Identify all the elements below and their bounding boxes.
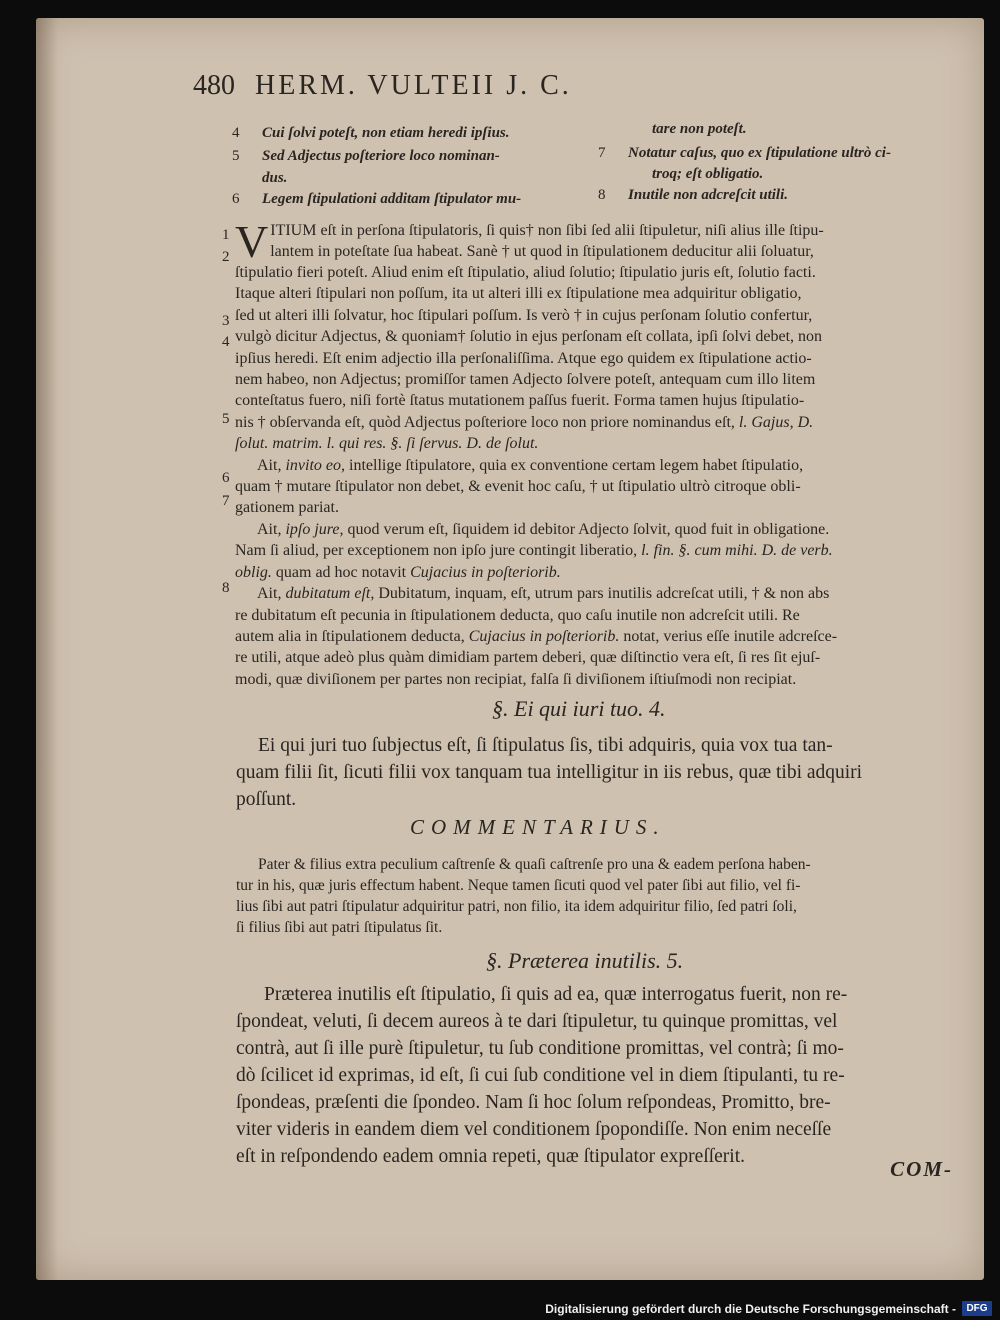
citation: l. Gajus, D. bbox=[738, 413, 814, 431]
margin-number: 2 bbox=[222, 249, 230, 265]
main-text bbox=[235, 216, 945, 267]
text-line: lantem in poteſtate ſua habeat. Sanè † ut quod in ſtipulationem deducitur alii ſoluatur, bbox=[270, 243, 814, 261]
section-text-line: quam filii ſit, ſicuti filii vox tanquam tua intelligitur in iis rebus, quæ tibi adquiri bbox=[236, 762, 863, 783]
text-line: Itaque alteri ſtipulari non poſſum, ita ut alteri illi ex ſtipulatione mea adquiritur obligatio, bbox=[235, 285, 802, 303]
section-text-line: viter videris in eandem diem vel conditionem ſpopondiſſe. Non enim neceſſe bbox=[236, 1119, 832, 1140]
text-run: Ait, bbox=[257, 585, 282, 603]
summary-item bbox=[232, 148, 500, 165]
drop-cap: V bbox=[235, 216, 269, 267]
text-line: ITIUM eſt in perſona ſtipulatoris, ſi quis† non ſibi ſed alii ſtipuletur, niſi alius ille ſtipu- bbox=[270, 222, 824, 239]
text-line: quam † mutare ſtipulator non debet, & evenit hoc caſu, † ut ſtipulatio ultrò citroque obli- bbox=[235, 478, 801, 496]
section-text-line: ſpondeat, veluti, ſi decem aureos à te dari ſtipuletur, tu quinque promittas, vel bbox=[236, 1011, 838, 1032]
citation: Cujacius in poſteriorib. bbox=[468, 627, 620, 645]
summary-item bbox=[598, 187, 788, 204]
text-line: re utili, atque adeò plus quàm dimidiam partem deberi, quæ diſtinctio vera eſt, ſi res ſit ejuſ- bbox=[235, 649, 821, 667]
text-line bbox=[235, 455, 945, 476]
section-title: §. Ei qui iuri tuo. 4. bbox=[492, 696, 666, 721]
text-line: re dubitatum eſt pecunia in ſtipulationem deducta, quo caſu inutile non adcreſcit utili. Re bbox=[235, 606, 800, 624]
commentarius-heading: COMMENTARIUS. bbox=[410, 815, 666, 839]
dfg-logo: DFG bbox=[962, 1301, 992, 1316]
footer-credit: Digitalisierung gefördert durch die Deutsche Forschungsgemeinschaft - bbox=[545, 1302, 956, 1316]
comment-line: ſi filius ſibi aut patri ſtipulatus ſit. bbox=[236, 919, 443, 936]
text-run: quam ad hoc notavit bbox=[275, 563, 407, 581]
text-run: Ait, bbox=[257, 520, 282, 538]
text-line: ipſius heredi. Eſt enim adjectio illa perſonaliſſima. Atque ego quidem ex ſtipulatione actio- bbox=[235, 349, 812, 367]
author-header: HERM. VULTEII J. C. bbox=[255, 70, 572, 101]
summary-item bbox=[232, 125, 510, 142]
margin-number: 7 bbox=[222, 493, 230, 509]
text-run: Ait, bbox=[257, 456, 282, 474]
text-line: ſed ut alteri illi ſolvatur, hoc ſtipulari poſſum. Is verò † in cujus perſonam ſolutio confertur, bbox=[235, 306, 813, 324]
text-line bbox=[235, 583, 945, 604]
page-number: 480 bbox=[193, 70, 235, 101]
citation: Cujacius in poſteriorib. bbox=[410, 563, 561, 581]
text-run: notat, verius eſſe inutile adcreſce- bbox=[623, 627, 838, 645]
text-line: conteſtatus fuero, niſi fortè ſtatus mutationem paſſus fuerit. Forma tamen hujus ſtipulatio- bbox=[235, 392, 805, 410]
citation: oblig. bbox=[235, 563, 272, 581]
main-text bbox=[235, 262, 945, 690]
summary-item bbox=[232, 191, 521, 208]
text-run: quod verum eſt, ſiquidem id debitor Adjecto ſolvit, quod fuit in obligatione. bbox=[347, 520, 830, 538]
margin-number: 6 bbox=[222, 470, 230, 486]
section-title: §. Præterea inutilis. 5. bbox=[486, 948, 684, 973]
text-line bbox=[235, 626, 945, 647]
comment-line: lius ſibi aut patri ſtipulatur adquiritur patri, non filio, ita idem adquiritur filio, ſed patri ſoli, bbox=[236, 898, 797, 915]
citation: l. fin. §. cum mihi. D. de verb. bbox=[641, 542, 833, 560]
section-text-line: dò ſcilicet id exprimas, id eſt, ſi cui ſub conditione vel in diem ſtipulanti, tu re- bbox=[236, 1065, 845, 1086]
text-line: nem habeo, non Adjectus; promiſſor tamen Adjecto ſolvere poteſt, antequam cum illo litem bbox=[235, 371, 816, 389]
summary-text: Inutile non adcreſcit utili. bbox=[628, 187, 789, 203]
margin-number: 8 bbox=[222, 580, 230, 596]
lemma: dubitatum eſt, bbox=[285, 585, 375, 603]
lemma: invito eo, bbox=[285, 456, 345, 474]
text-run: nis † obſervanda eſt, quòd Adjectus poſteriore loco non priore nominandus eſt, bbox=[235, 413, 735, 431]
text-line: modi, quæ diviſionem per partes non recipiat, falſa ſi diviſionem iſtiuſmodi non recipiat. bbox=[235, 670, 797, 688]
summary-text: dus. bbox=[262, 170, 288, 186]
summary-text: troq; eſt obligatio. bbox=[652, 166, 764, 182]
text-line bbox=[235, 433, 945, 454]
section-text-line: contrà, aut ſi ille purè ſtipuletur, tu ſub conditione promittas, vel contrà; ſi mo- bbox=[236, 1038, 844, 1059]
section-text-line: poſſunt. bbox=[236, 789, 297, 810]
summary-text: Sed Adjectus poſteriore loco nominan- bbox=[262, 148, 500, 164]
text-line bbox=[235, 562, 945, 583]
comment-line: tur in his, quæ juris effectum habent. Neque tamen ſicuti quod vel pater ſibi aut filio, vel fi- bbox=[236, 877, 801, 894]
catchword: COM- bbox=[890, 1157, 953, 1181]
summary-number: 8 bbox=[598, 187, 606, 203]
text-line: vulgò dicitur Adjectus, & quoniam† ſolutio in ejus perſonam eſt collata, ipſi ſolvi debet, non bbox=[235, 328, 823, 346]
text-line bbox=[235, 412, 945, 433]
summary-text: tare non poteſt. bbox=[652, 121, 747, 137]
summary-number: 7 bbox=[598, 145, 606, 161]
summary-text: Cui ſolvi poteſt, non etiam heredi ipſius. bbox=[262, 125, 510, 141]
margin-number: 5 bbox=[222, 411, 230, 427]
text-run: Dubitatum, inquam, eſt, utrum pars inutilis adcreſcat utili, † & non abs bbox=[378, 585, 830, 603]
summary-number: 4 bbox=[232, 125, 240, 141]
summary-text: Legem ſtipulationi additam ſtipulator mu- bbox=[262, 191, 522, 207]
text-line: gationem pariat. bbox=[235, 499, 339, 517]
section-text-line: eſt in reſpondendo eadem omnia repeti, quæ ſtipulator expreſſerit. bbox=[236, 1146, 746, 1167]
text-line bbox=[235, 540, 945, 561]
margin-number: 3 bbox=[222, 313, 230, 329]
running-header bbox=[193, 70, 572, 102]
summary-number: 6 bbox=[232, 191, 240, 207]
margin-number: 1 bbox=[222, 227, 230, 243]
citation: ſolut. matrim. l. qui res. §. ſi ſervus. D. de ſolut. bbox=[235, 435, 539, 453]
text-run: intellige ſtipulatore, quia ex conventione certam legem habet ſtipulatio, bbox=[349, 456, 804, 474]
summary-item bbox=[598, 145, 891, 162]
text-line: ſtipulatio fieri poteſt. Aliud enim eſt ſtipulatio, aliud ſolutio; ſtipulatio juris eſt, ſolutio facti. bbox=[235, 264, 816, 281]
section-text-line: ſpondeas, præſenti die ſpondeo. Nam ſi hoc ſolum reſpondeas, Promitto, bre- bbox=[236, 1092, 831, 1113]
section-text-line: Præterea inutilis eſt ſtipulatio, ſi quis ad ea, quæ interrogatus fuerit, non re- bbox=[264, 984, 848, 1005]
lemma: ipſo jure, bbox=[285, 520, 344, 538]
comment-line: Pater & filius extra peculium caſtrenſe & quaſi caſtrenſe pro una & eadem perſona haben- bbox=[258, 856, 811, 873]
text-run: autem alia in ſtipulationem deducta, bbox=[235, 627, 465, 645]
section-text-line: Ei qui juri tuo ſubjectus eſt, ſi ſtipulatus ſis, tibi adquiris, quia vox tua tan- bbox=[258, 735, 833, 756]
text-line bbox=[235, 519, 945, 540]
summary-text: Notatur caſus, quo ex ſtipulatione ultrò ci- bbox=[628, 145, 891, 161]
text-run: Nam ſi aliud, per exceptionem non ipſo jure contingit liberatio, bbox=[235, 542, 638, 560]
summary-number: 5 bbox=[232, 148, 240, 164]
margin-number: 4 bbox=[222, 334, 230, 350]
